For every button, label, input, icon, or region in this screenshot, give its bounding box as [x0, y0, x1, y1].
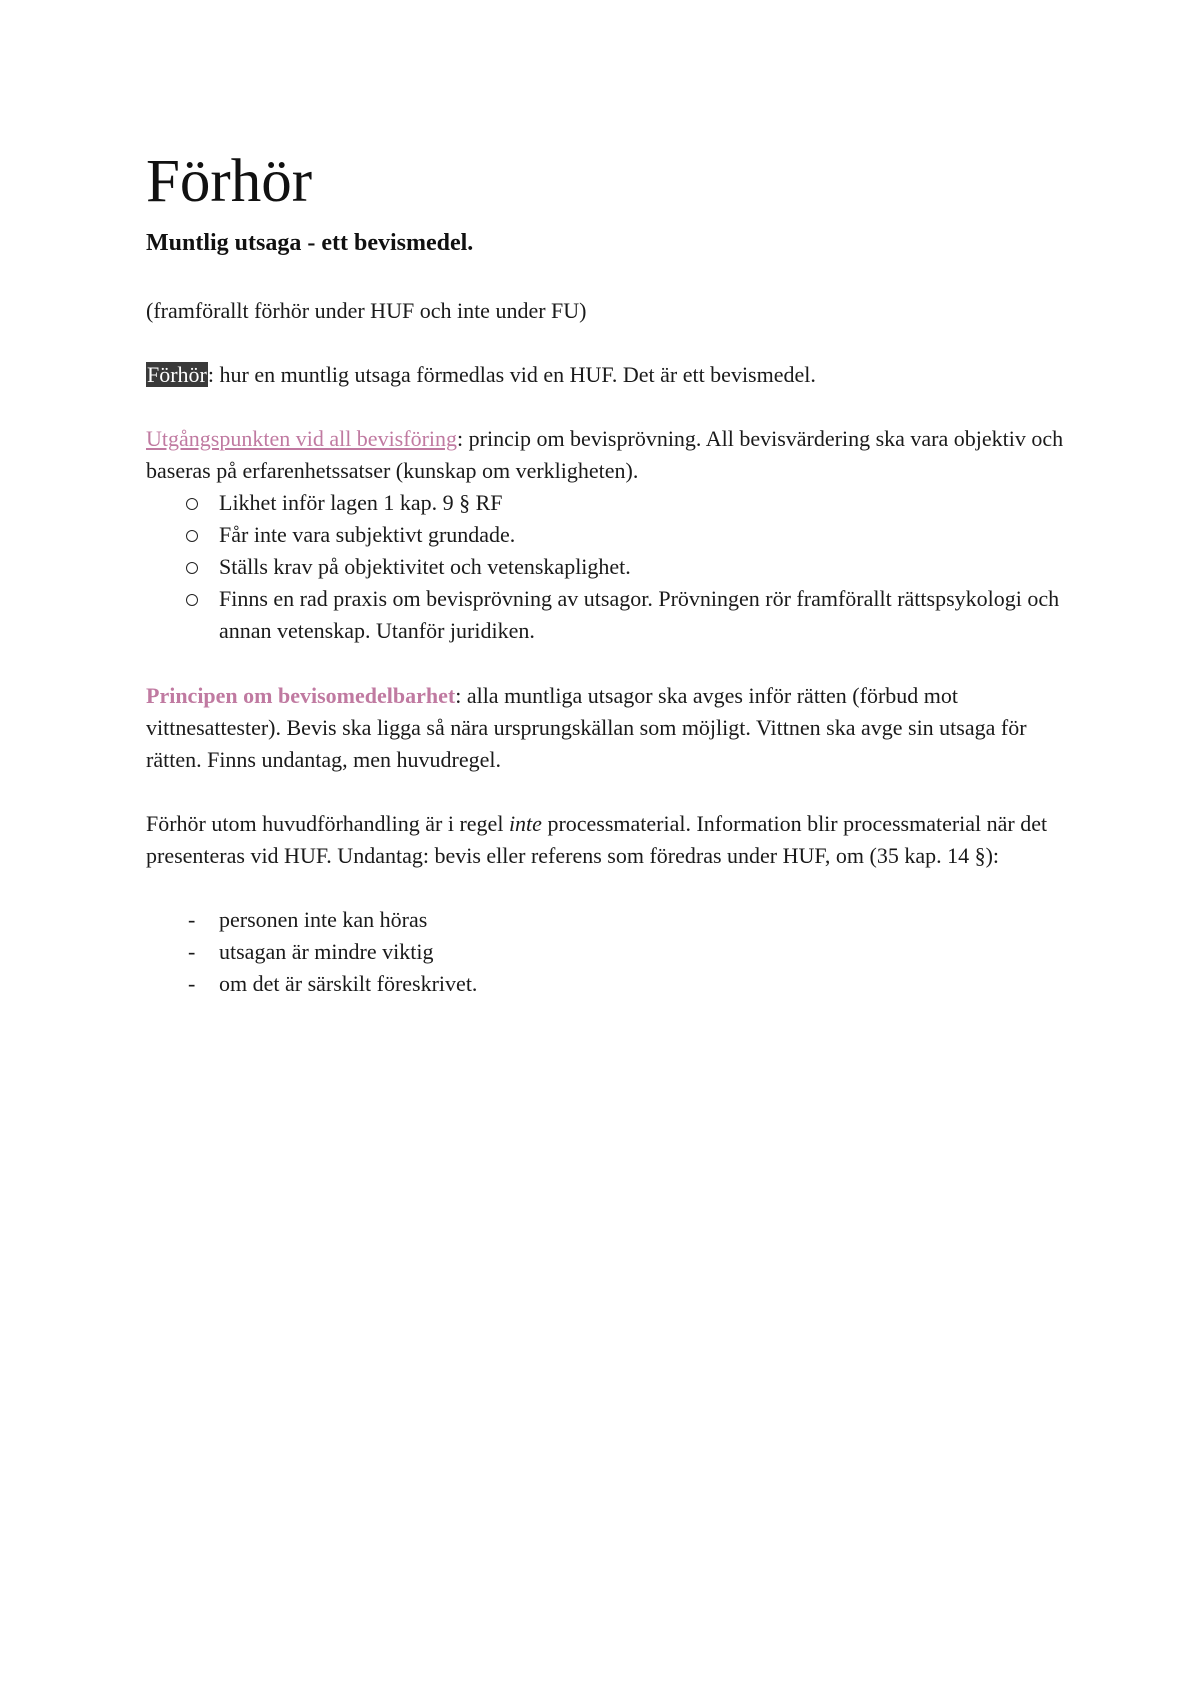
list-item-text: Får inte vara subjektivt grundade.	[219, 522, 516, 547]
highlighted-term: Förhör	[147, 362, 207, 387]
immediacy-principle-text: : alla muntliga utsagor ska avges inför rätten (förbud mot vittnesattester). Bevis ska ligga så nära ursprungskällan som möjligt. Vittnen ska avge sin utsaga för rätten. Finns undantag, men huvudregel.	[146, 683, 1027, 772]
exception-dash-list	[146, 904, 1066, 1000]
intro-paragraph: (framförallt förhör under HUF och inte under FU)	[146, 298, 587, 323]
immediacy-principle-term: Principen om bevisomedelbarhet	[146, 683, 456, 708]
evidence-bullet-list	[146, 487, 1066, 647]
list-item-text: Ställs krav på objektivitet och vetenskaplighet.	[219, 554, 631, 579]
list-item	[146, 904, 1066, 936]
evidence-principle-text: : princip om bevisprövning. All bevisvärdering ska vara objektiv och baseras på erfarenhetssatser (kunskap om verkligheten).	[146, 426, 1064, 483]
circle-bullet-icon	[186, 583, 206, 615]
list-item-text: om det är särskilt föreskrivet.	[219, 971, 478, 996]
list-item	[146, 551, 1066, 583]
list-item-text: Finns en rad praxis om bevisprövning av utsagor. Prövningen rör framförallt rättspsykologi och annan vetenskap. Utanför juridiken.	[219, 586, 1060, 643]
document-title: Förhör	[146, 148, 313, 215]
process-material-text-b: processmaterial. Information blir processmaterial när det presenteras vid HUF. Undantag: bevis eller referens som föredras under HUF, om (35 kap. 14 §):	[146, 811, 1048, 868]
list-item	[146, 519, 1066, 551]
list-item	[146, 968, 1066, 1000]
list-item-text: utsagan är mindre viktig	[219, 939, 434, 964]
circle-bullet-icon	[186, 551, 206, 583]
list-item-text: personen inte kan höras	[219, 907, 428, 932]
definition-paragraph	[146, 359, 1066, 391]
immediacy-principle-paragraph	[146, 680, 1066, 776]
dash-bullet-icon: -	[188, 971, 196, 996]
emphasis-word: inte	[508, 811, 542, 836]
evidence-principle-paragraph	[146, 423, 1066, 487]
circle-bullet-icon	[186, 487, 206, 519]
evidence-principle-term: Utgångspunkten vid all bevisföring	[146, 426, 458, 451]
list-item	[146, 583, 1066, 647]
circle-bullet-icon	[186, 519, 206, 551]
definition-text: : hur en muntlig utsaga förmedlas vid en HUF. Det är ett bevismedel.	[207, 362, 816, 387]
process-material-paragraph	[146, 808, 1066, 872]
list-item	[146, 936, 1066, 968]
dash-bullet-icon: -	[188, 939, 196, 964]
dash-bullet-icon: -	[188, 907, 196, 932]
document-subtitle: Muntlig utsaga - ett bevismedel.	[146, 230, 474, 256]
process-material-text-a: Förhör utom huvudförhandling är i regel	[146, 811, 509, 836]
list-item-text: Likhet inför lagen 1 kap. 9 § RF	[219, 490, 503, 515]
list-item	[146, 487, 1066, 519]
